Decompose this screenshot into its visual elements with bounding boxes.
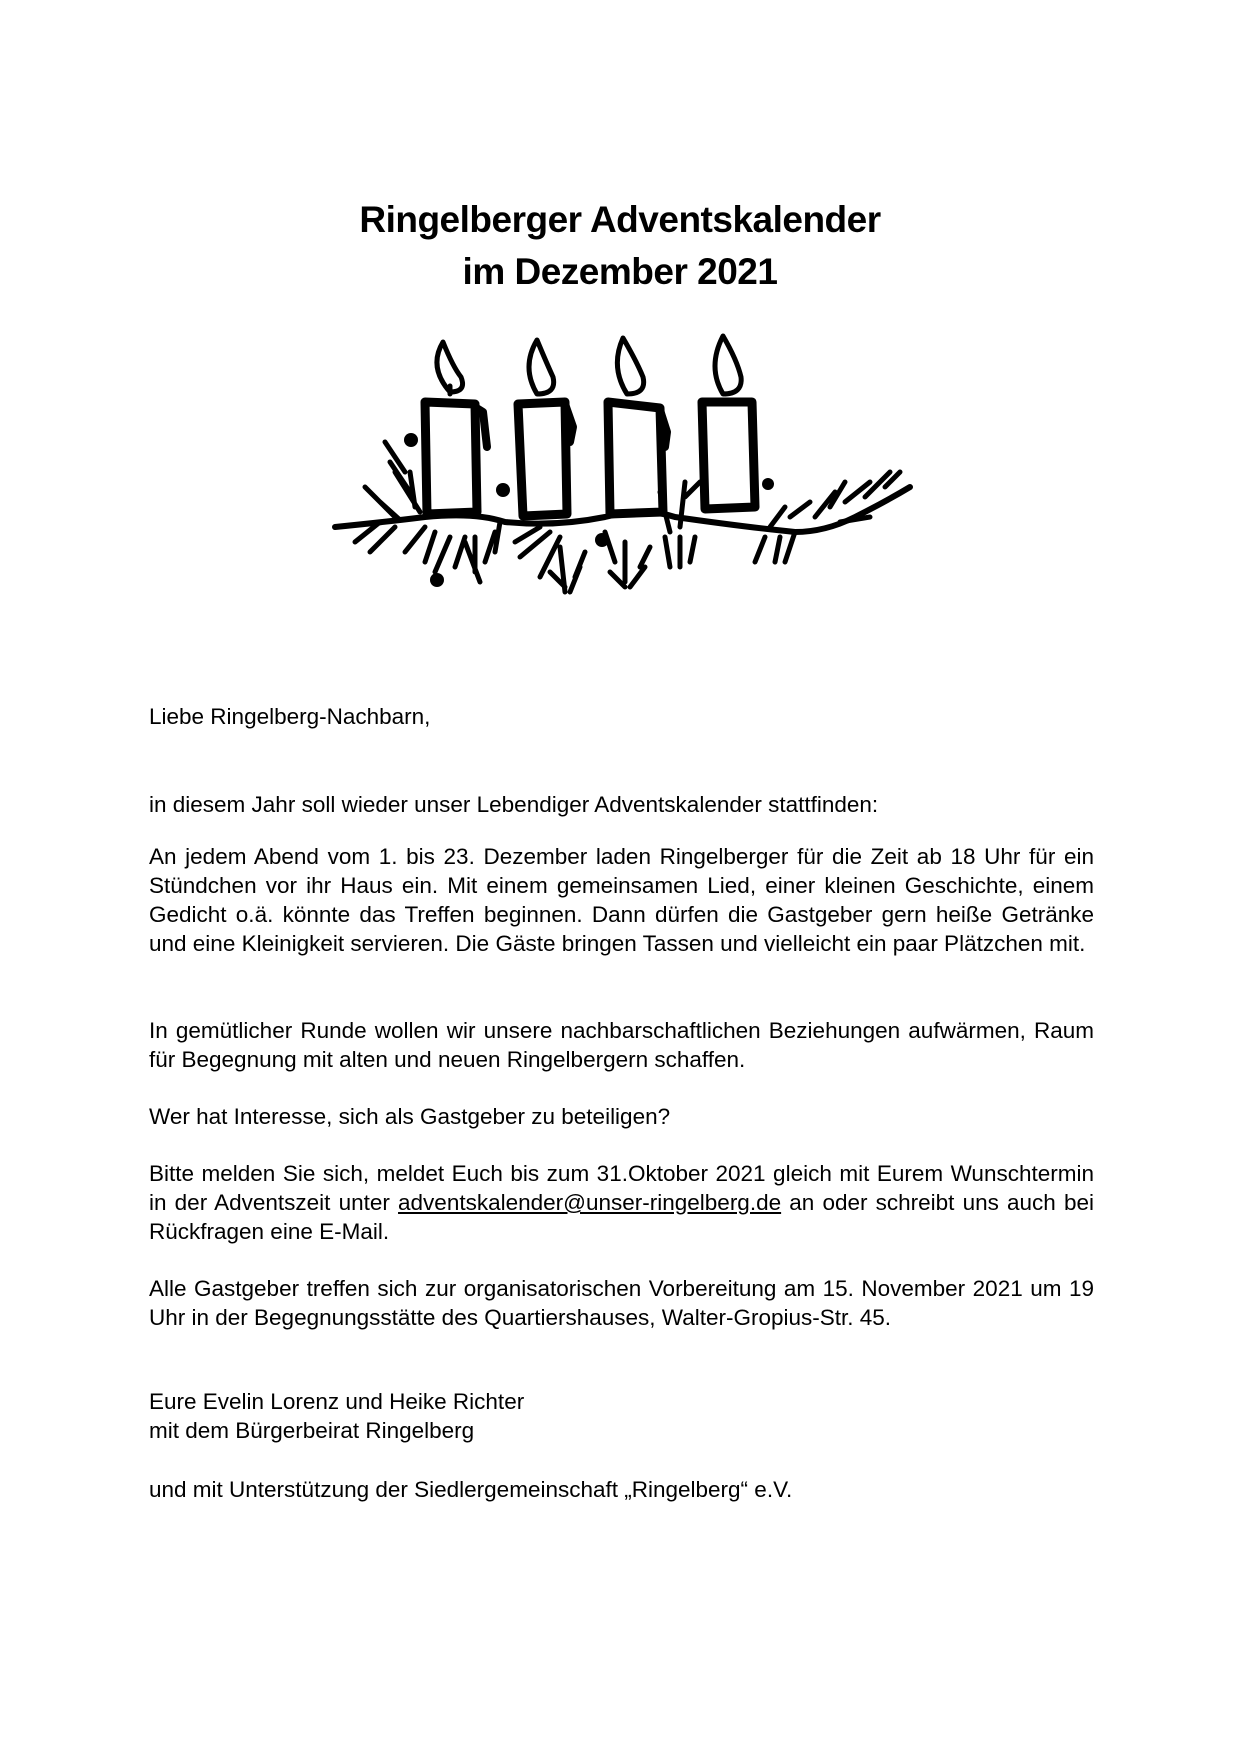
paragraph-event-description: An jedem Abend vom 1. bis 23. Dezember laden Ringelberger für die Zeit ab 18 Uhr für ein Stündchen vor ihr Haus ein. Mit einem gemeinsamen Lied, einer kleinen Geschichte, einem Gedicht o.ä. könnte das Treffen beginnen. Dann dürfen die Gastgeber gern heiße Getränke und eine Kleinigkeit servieren. Die Gäste bringen Tassen und vielleicht ein paar Plätzchen mit. xyxy=(149,844,1094,956)
email-link[interactable]: adventskalender@unser-ringelberg.de xyxy=(398,1190,782,1215)
title-line-2: im Dezember 2021 xyxy=(462,251,778,292)
title-line-1: Ringelberger Adventskalender xyxy=(359,199,881,240)
signature-line-2: mit dem Bürgerbeirat Ringelberg xyxy=(149,1418,475,1443)
candle-1 xyxy=(425,342,487,514)
salutation: Liebe Ringelberg-Nachbarn, xyxy=(149,704,431,729)
paragraph-registration xyxy=(149,1159,1094,1246)
question-text: Wer hat Interesse, sich als Gastgeber zu beteiligen? xyxy=(149,1104,671,1129)
candle-2 xyxy=(518,340,573,516)
registration-text-before: Bitte melden Sie sich, meldet Euch bis zum 31.Oktober 2021 gleich mit Eurem Wunschtermin in der Adventszeit unter xyxy=(149,1161,1094,1215)
registration-text-after: an oder schreibt uns auch bei Rückfragen eine E-Mail. xyxy=(149,1190,1094,1244)
paragraph-meeting: Alle Gastgeber treffen sich zur organisatorischen Vorbereitung am 15. November 2021 um 19 Uhr in der Begegnungsstätte des Quartiershauses, Walter-Gropius-Str. 45. xyxy=(149,1276,1094,1330)
candle-3 xyxy=(608,338,667,514)
fir-needles-right xyxy=(755,472,900,562)
document-title xyxy=(0,194,1240,298)
support-line: und mit Unterstützung der Siedlergemeinschaft „Ringelberg“ e.V. xyxy=(149,1477,793,1502)
intro-text: in diesem Jahr soll wieder unser Lebendiger Adventskalender stattfinden: xyxy=(149,792,879,817)
advent-candles-icon xyxy=(325,322,925,612)
signature-line-1: Eure Evelin Lorenz und Heike Richter xyxy=(149,1389,525,1414)
candle-4 xyxy=(702,336,755,509)
paragraph-community: In gemütlicher Runde wollen wir unsere nachbarschaftlichen Beziehungen aufwärmen, Raum für Begegnung mit alten und neuen Ringelbergern schaffen. xyxy=(149,1018,1094,1072)
